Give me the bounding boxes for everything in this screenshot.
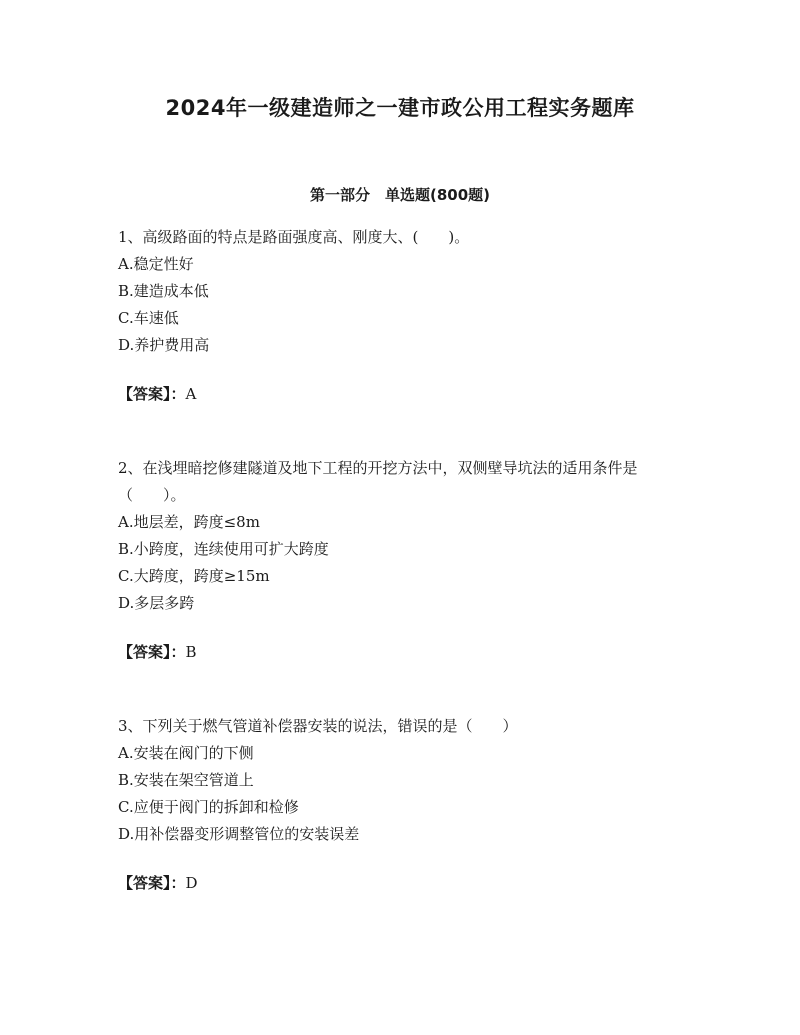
option-a: A.稳定性好: [118, 255, 194, 273]
answer-label: 【答案】：: [118, 643, 186, 661]
option-a: A.地层差，跨度≤8m: [118, 513, 260, 531]
question-3: [118, 713, 688, 897]
option-list: [118, 509, 688, 617]
answer-value: A: [185, 385, 197, 403]
option-list: [118, 740, 688, 848]
document-title: 2024年一级建造师之一建市政公用工程实务题库: [165, 96, 635, 120]
answer-value: D: [185, 874, 198, 892]
answer-value: B: [185, 643, 197, 661]
question-stem: 3、下列关于燃气管道补偿器安装的说法，错误的是（ ）: [118, 717, 518, 735]
answer-label: 【答案】：: [118, 385, 186, 403]
option-b: B.安装在架空管道上: [118, 771, 254, 789]
question-stem: 2、在浅埋暗挖修建隧道及地下工程的开挖方法中，双侧壁导坑法的适用条件是（ ）。: [118, 459, 638, 504]
option-c: C.应便于阀门的拆卸和检修: [118, 798, 299, 816]
option-list: [118, 251, 688, 359]
option-c: C.车速低: [118, 309, 179, 327]
question-2: [118, 455, 688, 666]
option-d: D.多层多跨: [118, 594, 195, 612]
answer-line: [118, 870, 688, 897]
option-b: B.建造成本低: [118, 282, 209, 300]
question-stem: 1、高级路面的特点是路面强度高、刚度大、( )。: [118, 228, 470, 246]
answer-line: [118, 639, 688, 666]
option-d: D.养护费用高: [118, 336, 210, 354]
section-heading: 第一部分 单选题(800题): [309, 186, 491, 204]
answer-label: 【答案】：: [118, 874, 186, 892]
option-a: A.安装在阀门的下侧: [118, 744, 254, 762]
question-1: [118, 224, 688, 408]
option-c: C.大跨度，跨度≥15m: [118, 567, 270, 585]
option-d: D.用补偿器变形调整管位的安装误差: [118, 825, 360, 843]
option-b: B.小跨度，连续使用可扩大跨度: [118, 540, 329, 558]
answer-line: [118, 381, 688, 408]
